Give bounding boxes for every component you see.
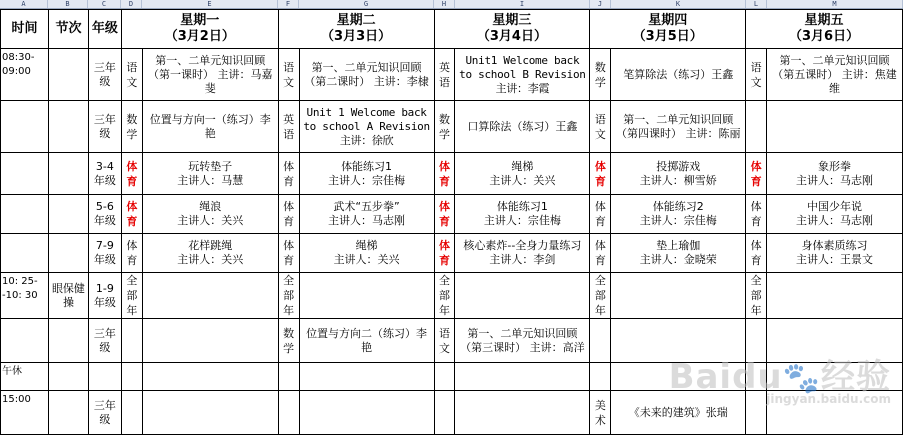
class-cell[interactable]: 玩转垫子 主讲人：马慧 [142, 153, 278, 195]
period-header: 节次 [48, 10, 88, 49]
day-date: （3月6日） [789, 29, 860, 44]
subject-cell: 数学 [121, 101, 142, 153]
subject-cell: 体育 [746, 234, 767, 273]
class-cell[interactable]: 花样跳绳 主讲人：关兴 [142, 234, 278, 273]
time-cell [1, 319, 49, 363]
subject-cell [434, 391, 455, 435]
subject-cell [590, 319, 611, 363]
period-cell [48, 319, 88, 363]
class-cell [611, 273, 746, 319]
grade-cell: 7-9年级 [88, 234, 121, 273]
class-cell[interactable]: 绳梯 主讲人：关兴 [299, 234, 434, 273]
column-letter-c[interactable]: C [88, 0, 121, 8]
time-cell: 08:30- 09:00 [1, 49, 49, 101]
subject-cell: 全部年 [121, 273, 142, 319]
class-cell [142, 319, 278, 363]
day-date: （3月5日） [632, 29, 703, 44]
grade-cell: 三年级 [88, 391, 121, 435]
baidu-jingyan-watermark [669, 349, 891, 406]
class-cell[interactable]: 核心素炸--全身力量练习 主讲人：李剑 [455, 234, 590, 273]
class-cell[interactable]: 第一、二单元知识回顾（第五课时） 主讲：焦建维 [767, 49, 903, 101]
subject-cell [434, 363, 455, 391]
subject-cell: 体育 [746, 195, 767, 234]
class-cell[interactable]: 第一、二单元知识回顾（第一课时） 主讲：马嘉斐 [142, 49, 278, 101]
watermark-brand-cn: 经验 [821, 357, 891, 397]
grade-cell: 三年级 [88, 101, 121, 153]
subject-cell: 体育 [278, 234, 299, 273]
subject-cell: 体育 [121, 234, 142, 273]
period-cell [48, 49, 88, 101]
day-header-1 [121, 10, 278, 49]
class-cell [299, 273, 434, 319]
class-cell[interactable]: 垫上瑜伽 主讲人：金晓荣 [611, 234, 746, 273]
time-cell: 午休 [1, 363, 49, 391]
watermark-brand: Baidu [668, 357, 783, 397]
subject-cell: 全部年 [278, 273, 299, 319]
grade-header: 年级 [88, 10, 121, 49]
class-cell[interactable]: Unit 1 Welcome back to school A Revision 主讲：徐欣 [299, 101, 434, 153]
time-cell [1, 195, 49, 234]
class-cell [767, 101, 903, 153]
subject-cell: 体育 [590, 153, 611, 195]
time-cell [1, 153, 49, 195]
column-letter-b[interactable]: B [48, 0, 88, 8]
day-date: （3月4日） [476, 29, 547, 44]
class-cell[interactable]: 绳梯 主讲人：关兴 [455, 153, 590, 195]
class-cell[interactable]: 体能练习2 主讲人：宗佳梅 [611, 195, 746, 234]
column-letter-a[interactable]: A [0, 0, 48, 8]
day-name: 星期五 [804, 13, 844, 28]
subject-cell [746, 101, 767, 153]
class-cell[interactable]: 第一、二单元知识回顾（第二课时） 主讲：李棣 [299, 49, 434, 101]
subject-cell: 体育 [590, 195, 611, 234]
column-letter-g[interactable]: G [299, 0, 434, 8]
grade-cell [88, 363, 121, 391]
grade-cell: 5-6年级 [88, 195, 121, 234]
subject-cell: 数学 [278, 319, 299, 363]
period-cell [48, 363, 88, 391]
day-header-2 [278, 10, 434, 49]
class-cell[interactable]: 口算除法（练习）王鑫 [455, 101, 590, 153]
column-letter-l[interactable]: L [746, 0, 767, 8]
subject-cell [121, 363, 142, 391]
subject-cell: 全部年 [434, 273, 455, 319]
time-cell: 15:00 [1, 391, 49, 435]
class-cell[interactable]: 武术“五步拳” 主讲人：马志刚 [299, 195, 434, 234]
day-header-3 [434, 10, 590, 49]
class-cell[interactable]: 象形拳 主讲人：马志刚 [767, 153, 903, 195]
table-row [1, 195, 903, 234]
day-date: （3月3日） [321, 29, 392, 44]
class-cell[interactable]: 体能练习1 主讲人：宗佳梅 [299, 153, 434, 195]
subject-cell: 全部年 [590, 273, 611, 319]
column-letter-h[interactable]: H [434, 0, 455, 8]
class-cell [142, 391, 278, 435]
column-letter-m[interactable]: M [767, 0, 903, 8]
class-cell[interactable]: 绳浪 主讲人：关兴 [142, 195, 278, 234]
day-name: 星期四 [648, 13, 688, 28]
grade-cell: 1-9年级 [88, 273, 121, 319]
class-cell[interactable]: 位置与方向二（练习）李艳 [299, 319, 434, 363]
table-row [1, 234, 903, 273]
subject-cell [121, 391, 142, 435]
time-header: 时间 [1, 10, 49, 49]
grade-cell: 三年级 [88, 319, 121, 363]
subject-cell [590, 363, 611, 391]
class-cell[interactable]: 中国少年说 主讲人：马志刚 [767, 195, 903, 234]
subject-cell: 体育 [278, 195, 299, 234]
period-cell [48, 153, 88, 195]
subject-cell: 数学 [590, 49, 611, 101]
class-cell[interactable]: 投掷游戏 主讲人：柳雪娇 [611, 153, 746, 195]
class-cell [455, 273, 590, 319]
subject-cell: 语文 [434, 319, 455, 363]
subject-cell: 体育 [278, 153, 299, 195]
day-header-4 [590, 10, 746, 49]
column-letter-k[interactable]: K [611, 0, 746, 8]
table-row [1, 153, 903, 195]
subject-cell [278, 391, 299, 435]
grade-cell: 三年级 [88, 49, 121, 101]
period-cell [48, 234, 88, 273]
class-cell [142, 273, 278, 319]
column-letter-j[interactable]: J [590, 0, 611, 8]
subject-cell: 体育 [434, 234, 455, 273]
subject-cell: 语文 [278, 49, 299, 101]
subject-cell: 语文 [590, 101, 611, 153]
class-cell[interactable]: 位置与方向一（练习）李艳 [142, 101, 278, 153]
subject-cell: 体育 [121, 153, 142, 195]
class-cell[interactable]: 身体素质练习 主讲人：王景文 [767, 234, 903, 273]
class-cell [142, 363, 278, 391]
subject-cell [278, 363, 299, 391]
class-cell [767, 273, 903, 319]
day-date: （3月2日） [164, 29, 235, 44]
class-cell [299, 391, 434, 435]
time-cell: 10: 25- -10: 30 [1, 273, 49, 319]
subject-cell: 英语 [434, 49, 455, 101]
subject-cell: 体育 [746, 153, 767, 195]
subject-cell [121, 319, 142, 363]
period-cell [48, 101, 88, 153]
header-row [1, 10, 903, 49]
day-name: 星期三 [492, 13, 532, 28]
class-cell[interactable]: 体能练习1 主讲人：宗佳梅 [455, 195, 590, 234]
class-cell [455, 363, 590, 391]
subject-cell: 语文 [121, 49, 142, 101]
paw-icon: 🐾 [782, 361, 821, 396]
column-letter-d[interactable]: D [121, 0, 142, 8]
subject-cell: 数学 [434, 101, 455, 153]
time-cell [1, 101, 49, 153]
table-row [1, 273, 903, 319]
column-letter-e[interactable]: E [142, 0, 278, 8]
column-letter-i[interactable]: I [455, 0, 590, 8]
period-cell: 眼保健操 [48, 273, 88, 319]
grade-cell: 3-4年级 [88, 153, 121, 195]
day-header-5 [746, 10, 903, 49]
table-row [1, 49, 903, 101]
class-cell [455, 391, 590, 435]
subject-cell: 体育 [434, 195, 455, 234]
subject-cell: 全部年 [746, 273, 767, 319]
table-row [1, 101, 903, 153]
class-cell[interactable]: 第一、二单元知识回顾（第四课时） 主讲：陈丽 [611, 101, 746, 153]
class-cell[interactable]: 笔算除法（练习）王鑫 [611, 49, 746, 101]
subject-cell: 美术 [590, 391, 611, 435]
period-cell [48, 391, 88, 435]
subject-cell: 英语 [278, 101, 299, 153]
subject-cell: 体育 [121, 195, 142, 234]
class-cell[interactable]: 《未来的建筑》张瑞 [611, 391, 746, 435]
column-letter-f[interactable]: F [278, 0, 299, 8]
column-header-bar [0, 0, 903, 9]
subject-cell: 体育 [434, 153, 455, 195]
subject-cell: 体育 [590, 234, 611, 273]
class-cell [299, 363, 434, 391]
time-cell [1, 234, 49, 273]
watermark-url: jingyan.baidu.com [766, 392, 891, 406]
period-cell [48, 195, 88, 234]
class-cell[interactable]: Unit1 Welcome back to school B Revision 主讲：李霞 [455, 49, 590, 101]
day-name: 星期二 [336, 13, 376, 28]
class-cell[interactable]: 第一、二单元知识回顾（第三课时） 主讲：高洋 [455, 319, 590, 363]
subject-cell: 语文 [746, 49, 767, 101]
day-name: 星期一 [180, 13, 220, 28]
